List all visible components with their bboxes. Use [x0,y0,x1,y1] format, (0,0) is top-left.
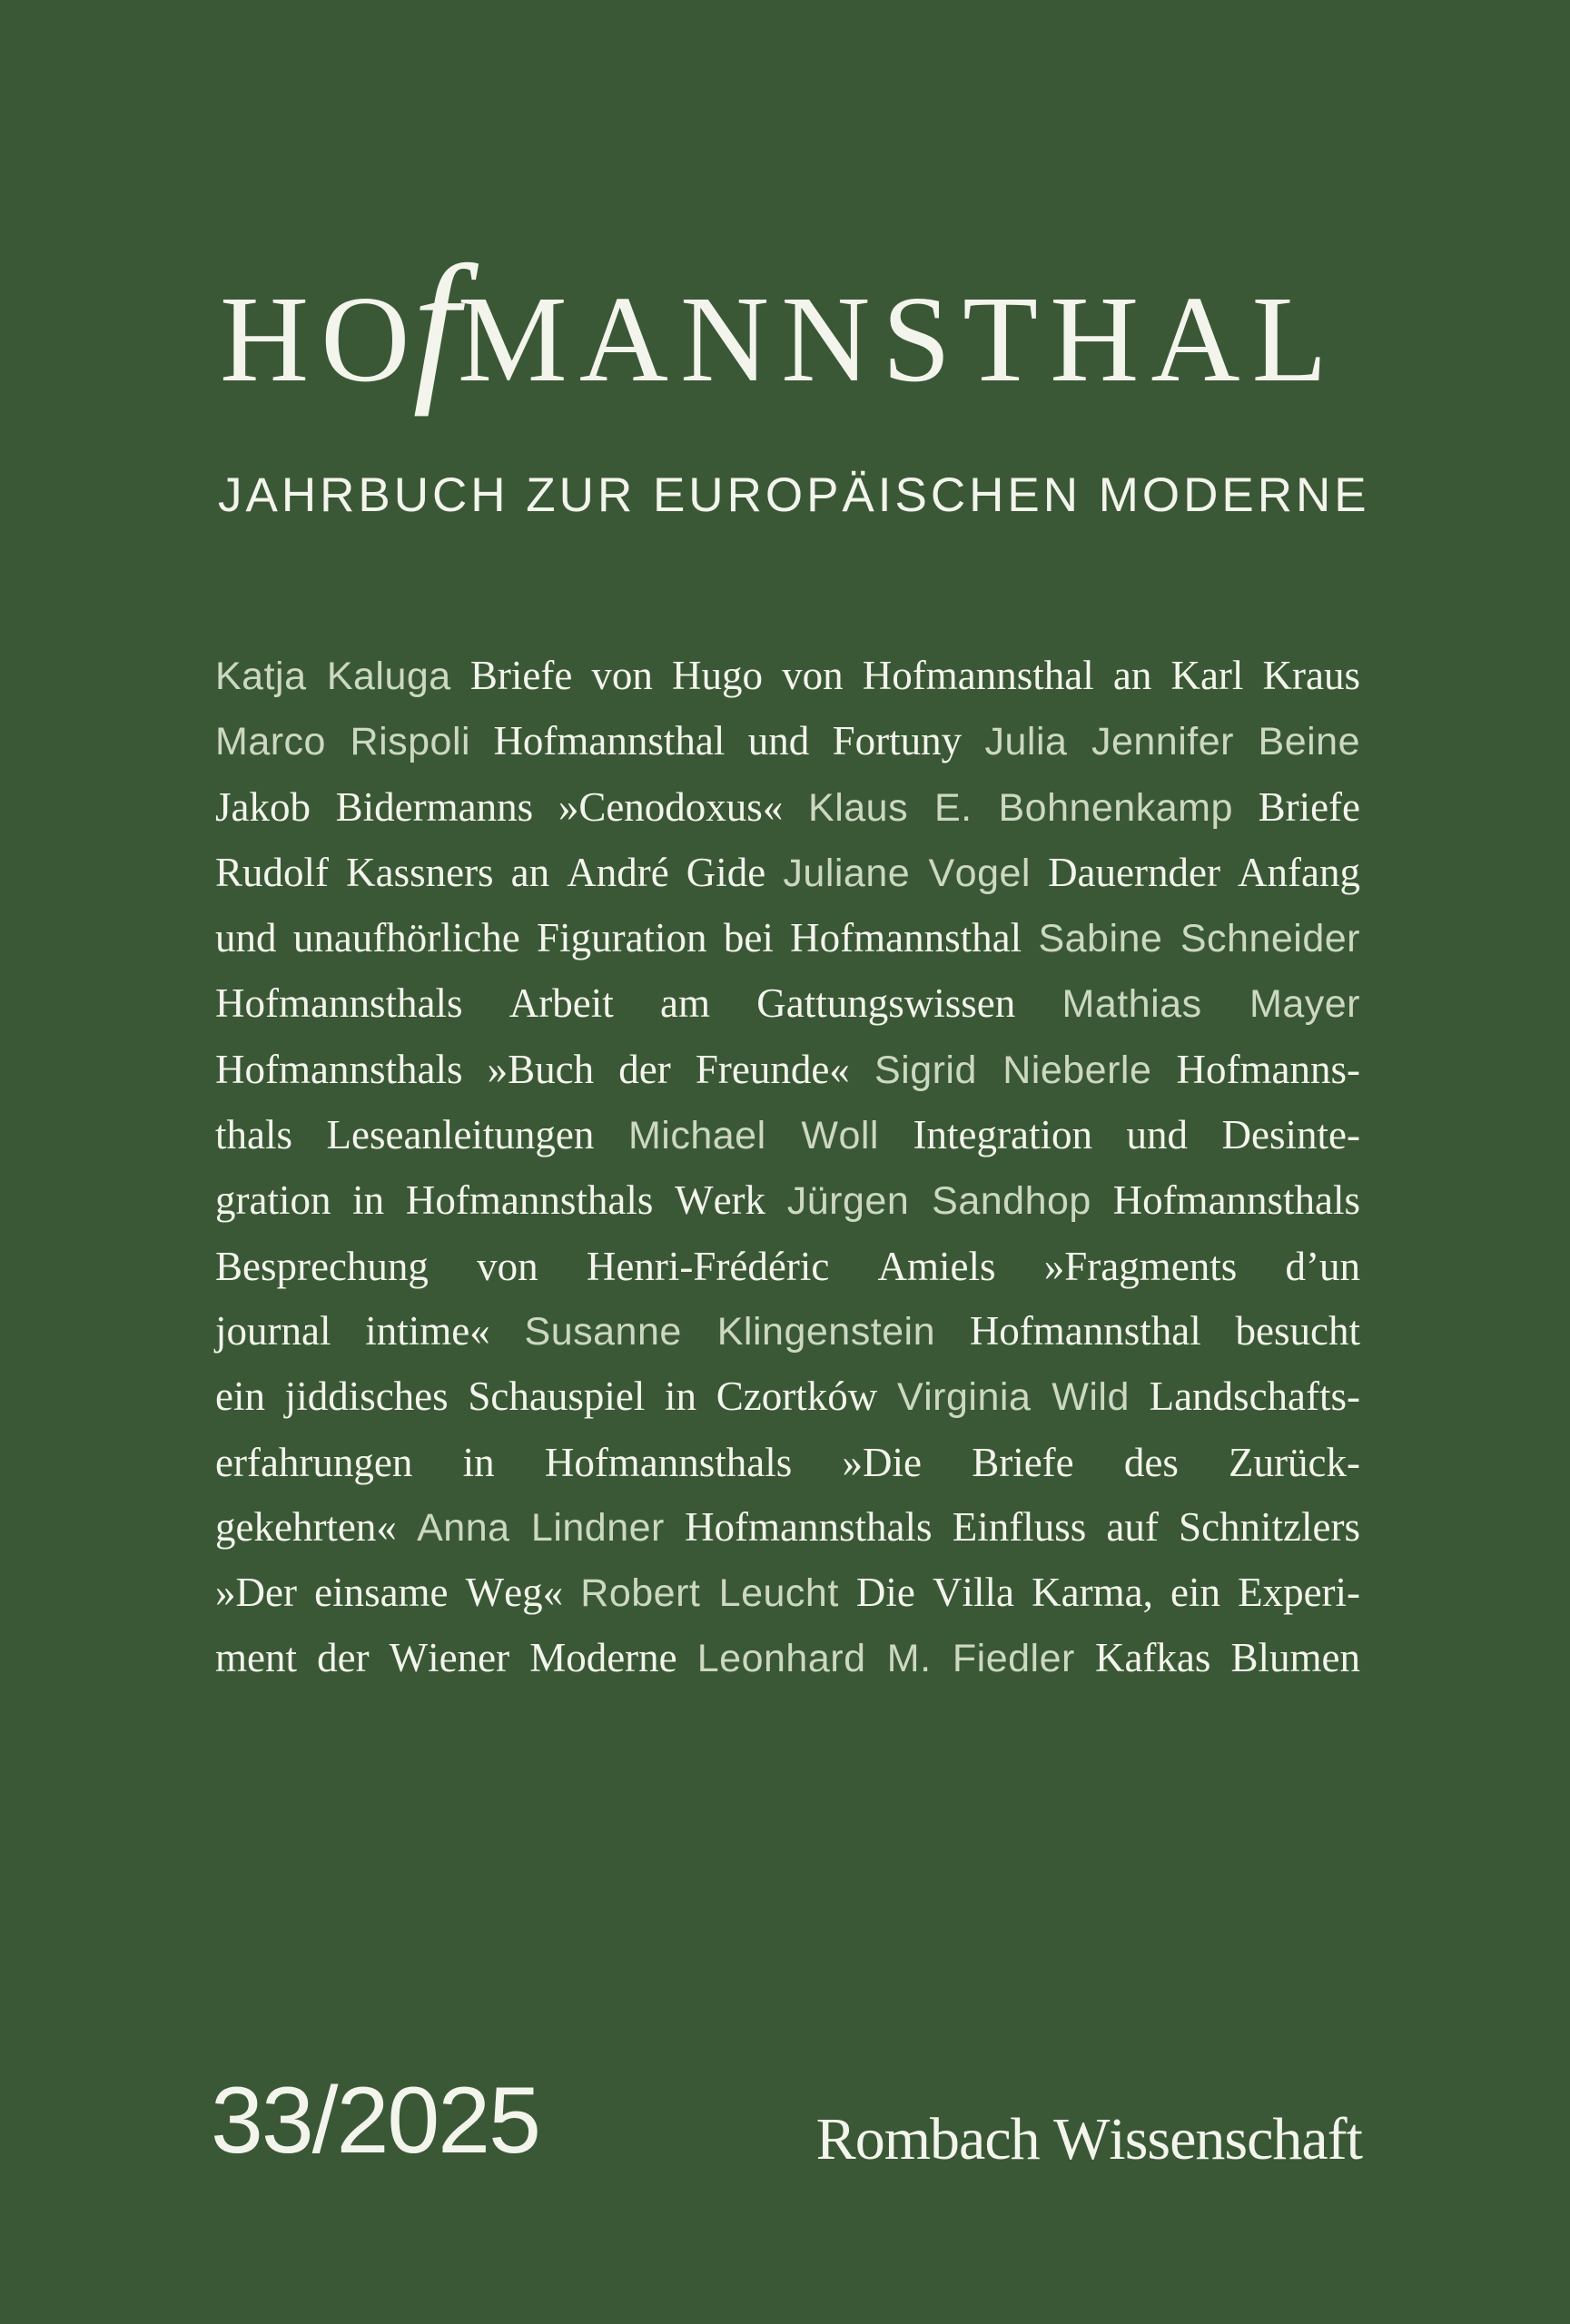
toc-line [215,653,1360,698]
toc-line [215,1112,1360,1157]
author-name: Julia Jennifer Beine [984,720,1360,764]
toc-line [215,1504,1360,1550]
article-title: Dauernder Anfang [1048,849,1361,895]
article-title: thals Leseanleitungen [215,1112,595,1158]
article-title: journal intime« [215,1307,490,1354]
author-name: Michael Woll [627,1114,879,1158]
author-name: Anna Lindner [417,1505,665,1550]
author-name: Katja Kaluga [215,655,451,698]
author-name: Susanne Klingenstein [524,1309,936,1354]
toc-line [215,850,1360,895]
toc-line [215,1440,1360,1485]
book-title [220,231,1339,418]
toc-line [215,1047,1360,1092]
article-title: Hofmannsthal besucht [969,1307,1361,1354]
toc-line [215,1177,1360,1223]
article-title: gekehrten« [215,1503,397,1550]
author-name: Juliane Vogel [783,851,1031,895]
article-title: Hofmanns- [1176,1046,1361,1092]
article-title: Besprechung von Henri-Frédéric Amiels »Fragments d’un [215,1243,1360,1289]
article-title: Integration und Desinte- [913,1112,1361,1158]
author-name: Mathias Mayer [1061,982,1361,1027]
author-name: Virginia Wild [896,1375,1130,1420]
article-title: gration in Hofmannsthals Werk [215,1177,766,1224]
author-name: Sabine Schneider [1038,917,1360,961]
volume-number: 33/2025 [211,2068,539,2173]
toc-line [215,718,1360,763]
author-name: Marco Rispoli [215,720,471,764]
author-name: Sigrid Nieberle [874,1048,1152,1092]
article-title: erfahrungen in Hofmannsthals »Die Briefe des Zurück- [215,1439,1360,1485]
article-title: Landschafts- [1149,1374,1360,1420]
article-title: Hofmannsthals »Buch der Freunde« [215,1046,850,1092]
title-part-2: MANNSTHAL [457,271,1339,408]
title-part-1: HO [220,271,422,408]
toc-line [215,784,1360,830]
toc-line [215,1308,1360,1354]
article-title: Briefe [1258,783,1360,830]
article-title: Die Villa Karma, ein Experi- [855,1570,1361,1616]
article-title: Hofmannsthals Arbeit am Gattungswissen [215,980,1016,1027]
article-title: Hofmannsthal und Fortuny [493,718,963,764]
author-name: Robert Leucht [580,1571,839,1616]
toc-line [215,1374,1360,1419]
author-name: Klaus E. Bohnenkamp [808,785,1233,830]
toc-line [215,915,1360,960]
article-title: Kafkas Blumen [1094,1635,1361,1681]
book-subtitle: JAHRBUCH ZUR EUROPÄISCHEN MODERNE [218,468,1370,522]
toc-line [215,980,1360,1026]
article-title: »Der einsame Weg« [215,1570,564,1616]
title-f-ligature: f [412,231,459,418]
toc-line [215,1635,1360,1680]
article-title: und unaufhörliche Figuration bei Hofmannsthal [215,915,1022,961]
article-title: ment der Wiener Moderne [215,1635,677,1681]
toc-line [215,1244,1360,1289]
author-name: Jürgen Sandhop [786,1179,1091,1224]
author-name: Leonhard M. Fiedler [696,1637,1075,1681]
toc [215,644,1360,1692]
article-title: ein jiddisches Schauspiel in Czortków [215,1374,878,1420]
article-title: Hofmannsthals Einfluss auf Schnitzlers [685,1503,1360,1550]
article-title: Jakob Bidermanns »Cenodoxus« [215,783,784,830]
article-title: Hofmannsthals [1112,1177,1361,1224]
article-title: Rudolf Kassners an André Gide [215,849,766,895]
article-title: Briefe von Hugo von Hofmannsthal an Karl Kraus [469,653,1361,698]
publisher-name: Rombach Wissenschaft [815,2106,1362,2172]
toc-line [215,1570,1360,1615]
